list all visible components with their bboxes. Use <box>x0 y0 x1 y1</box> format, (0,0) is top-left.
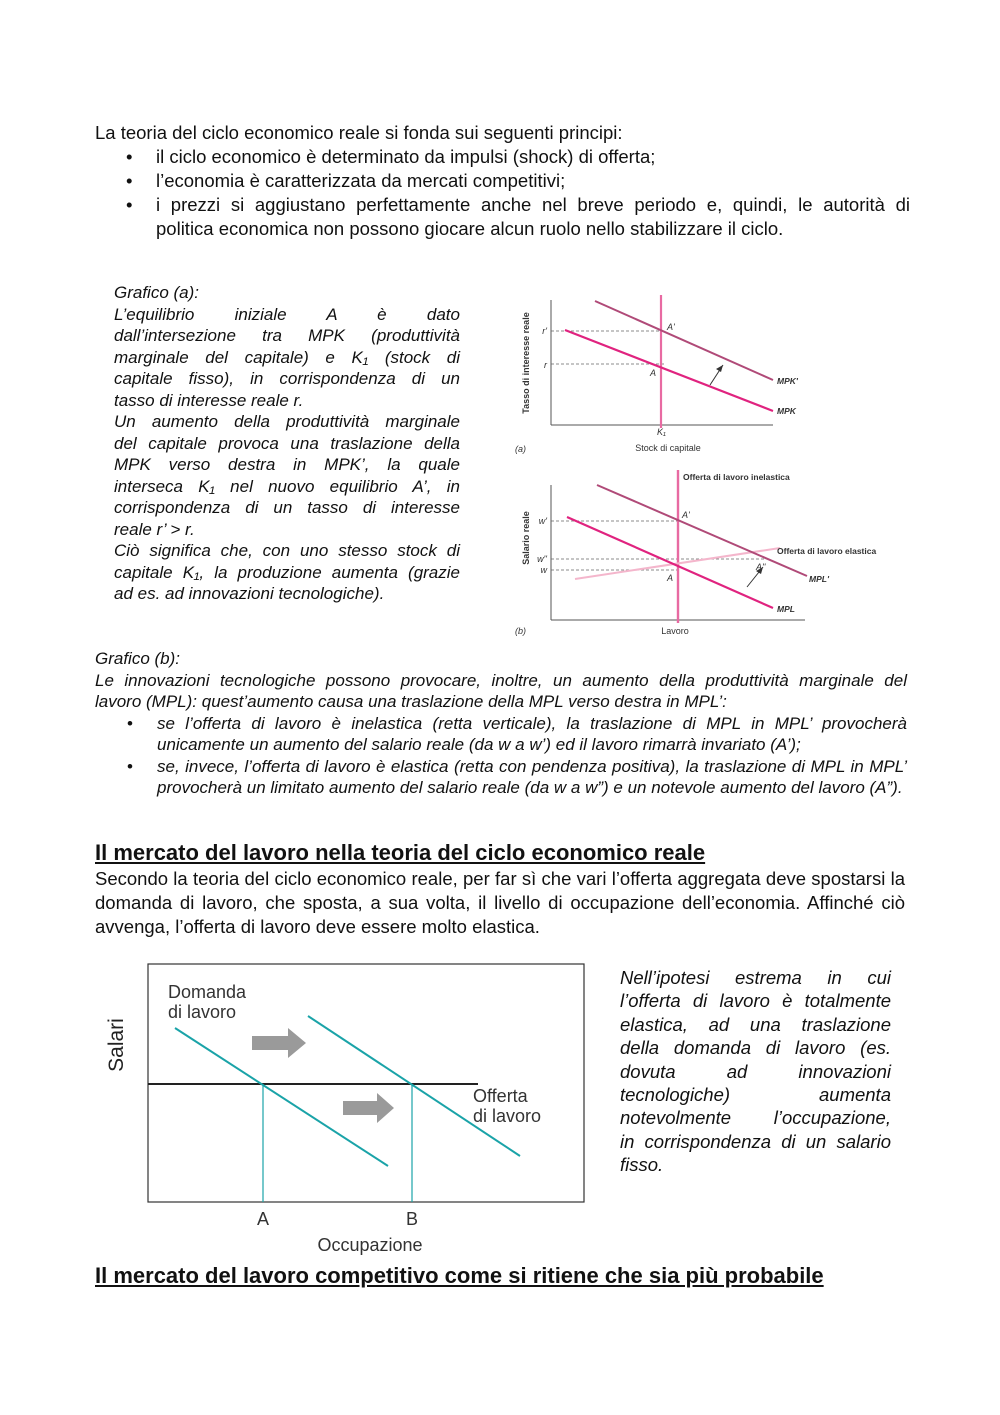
demand-label: di lavoro <box>168 1002 237 1022</box>
x-axis-label: Occupazione <box>317 1235 423 1255</box>
text-line: notevolmente l’occupazione, <box>620 1107 891 1129</box>
grafico-b-title: Grafico (b): <box>95 649 181 668</box>
shift-arrow-icon <box>252 1028 306 1058</box>
grafico-b-text <box>95 648 907 799</box>
intro-block <box>95 121 910 241</box>
arrow-head-icon <box>716 365 723 372</box>
bullet-icon: • <box>126 194 133 215</box>
labour-market-figure <box>95 955 605 1260</box>
curve-label: Offerta di lavoro elastica <box>777 546 877 556</box>
text-line: dovuta ad innovazioni <box>620 1060 891 1082</box>
text-line: capitale fisso), in corrispondenza di un <box>114 369 460 388</box>
mpl-prime-curve <box>597 485 807 576</box>
text-line: corrispondenza di un tasso di interesse <box>114 498 460 517</box>
curve-label: MPK <box>777 406 796 416</box>
text-line: dall’intersezione tra MPK (produttività <box>114 326 460 345</box>
tick-label: K₁ <box>657 427 666 437</box>
text-line: reale r’ > r. <box>114 519 195 539</box>
point-label: A' <box>667 322 675 332</box>
y-axis-label: Salari <box>105 1018 128 1072</box>
text-line: del capitale provoca una traslazione della <box>114 433 460 453</box>
supply-label: di lavoro <box>473 1106 542 1126</box>
curve-label: MPL <box>777 604 795 614</box>
text-line: della domanda di lavoro (es. <box>620 1037 891 1059</box>
point-label: A' <box>682 510 690 520</box>
x-axis-label: Lavoro <box>661 626 689 636</box>
list-item: • i prezzi si aggiustano perfettamente anche nel breve periodo e, quindi, le autorità di politica economica non possono giocare alcun ruolo nello stabilizzare il ciclo. <box>126 194 910 239</box>
tick-label: w'' <box>537 554 547 564</box>
bullet-icon: • <box>126 170 133 191</box>
text-line: ad es. ad innovazioni tecnologiche). <box>114 584 385 603</box>
list-item: • se l’offerta di lavoro è inelastica (retta verticale), la traslazione di MPL in MPL’ provocherà unicamente un aumento del salario reale (da w a w’) ed il lavoro rimarrà invariato (A’); <box>127 713 907 754</box>
point-label: A <box>667 573 674 583</box>
text-line: L’equilibrio iniziale A è dato <box>114 304 460 324</box>
tick-label: r' <box>542 326 547 336</box>
demand-label: Domanda <box>168 982 247 1002</box>
mpk-curve <box>565 330 773 411</box>
list-item: • se, invece, l’offerta di lavoro è elastica (retta con pendenza positiva), la traslazione di MPL in MPL’ provocherà un limitato aumento del salario reale (da w a w”) e un notevole aumento del lavoro (A”). <box>127 756 907 797</box>
bullet-icon: • <box>127 756 133 776</box>
point-label: A <box>650 368 657 378</box>
section-heading: Il mercato del lavoro nella teoria del ciclo economico reale <box>95 840 706 865</box>
section-body: Secondo la teoria del ciclo economico reale, per far sì che vari l’offerta aggregata deve spostarsi la domanda di lavoro, che sposta, a sua volta, il livello di occupazione dell’economia. Affinché ciò avvenga, l’offerta di lavoro deve essere molto elastica. <box>95 868 905 937</box>
list-item: • l’economia è caratterizzata da mercati competitivi; <box>126 170 566 191</box>
grafico-b-bullet-list <box>127 713 907 799</box>
panel-label: (a) <box>515 444 526 454</box>
text-line: Ciò significa che, con uno stesso stock di <box>114 541 460 560</box>
text-line: tasso di interesse reale r. <box>114 390 304 410</box>
tick-label: r <box>544 360 547 370</box>
mpl-curve <box>567 517 773 608</box>
curve-label: MPL' <box>809 574 829 584</box>
section-heading: Il mercato del lavoro competitivo come si ritiene che sia più probabile <box>95 1263 824 1288</box>
y-axis-label: Tasso di interesse reale <box>521 312 531 414</box>
grafico-a-text <box>114 282 460 605</box>
figure-ab <box>505 265 905 645</box>
supply-label: Offerta <box>473 1086 528 1106</box>
tick-label: A <box>256 1209 270 1229</box>
text-line: marginale del capitale) e K₁ (stock di <box>114 347 460 367</box>
list-item: • il ciclo economico è determinato da impulsi (shock) di offerta; <box>126 146 656 167</box>
text-line: Nell’ipotesi estrema in cui <box>620 967 891 988</box>
intro-lead: La teoria del ciclo economico reale si fonda sui seguenti principi: <box>95 122 623 143</box>
tick-label: w <box>540 565 547 575</box>
text-line: capitale K₁, la produzione aumenta (grazie <box>114 562 460 582</box>
text-line: Un aumento della produttività marginale <box>114 412 460 431</box>
panel-label: (b) <box>515 626 526 636</box>
bullet-icon: • <box>126 146 133 167</box>
text-line: in corrispondenza di un salario <box>620 1130 891 1152</box>
text-line: l’offerta di lavoro è totalmente <box>620 990 891 1012</box>
shift-arrow-icon <box>343 1093 394 1123</box>
mpk-prime-curve <box>595 301 773 380</box>
intro-bullet-list <box>126 145 910 241</box>
curve-label: Offerta di lavoro inelastica <box>683 472 790 482</box>
text-line: interseca K₁ nel nuovo equilibrio A’, in <box>114 476 460 496</box>
point-label: A'' <box>756 562 766 572</box>
text-line: Le innovazioni tecnologiche possono provocare, inoltre, un aumento della produttività marginale del <box>95 670 907 690</box>
panel-b <box>515 470 876 636</box>
text-line: MPK verso destra in MPK’, la quale <box>114 455 460 474</box>
tick-label: w' <box>538 516 547 526</box>
grafico-a-title: Grafico (a): <box>114 283 200 302</box>
figure2-caption <box>620 966 891 1177</box>
panel-a <box>515 295 799 454</box>
text-line: elastica, ad una traslazione <box>620 1013 891 1035</box>
bullet-icon: • <box>127 713 133 733</box>
text-line: lavoro (MPL): quest’aumento causa una traslazione della MPL verso destra in MPL’: <box>95 692 727 711</box>
y-axis-label: Salario reale <box>521 511 531 565</box>
curve-label: MPK' <box>777 376 798 386</box>
text-line: tecnologiche) aumenta <box>620 1084 891 1106</box>
x-axis-label: Stock di capitale <box>635 443 701 453</box>
tick-label: B <box>405 1209 419 1229</box>
text-line: fisso. <box>620 1154 664 1176</box>
